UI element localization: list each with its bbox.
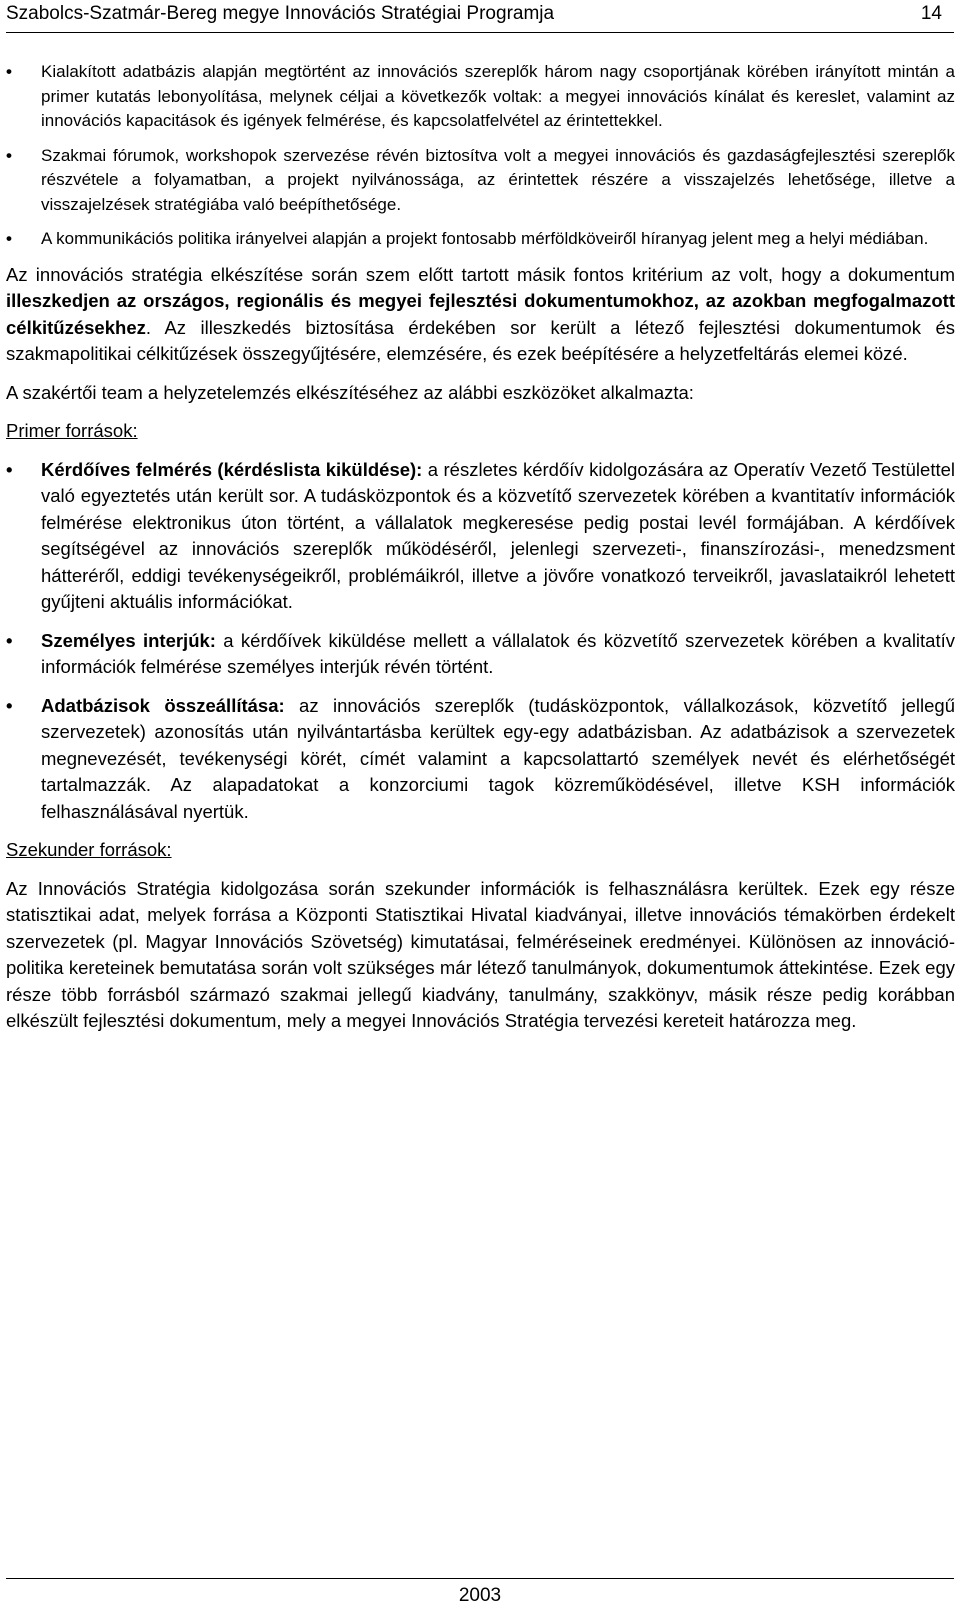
list-item-term: Személyes interjúk: [41, 629, 216, 651]
page-content [6, 60, 955, 1035]
list-item [6, 144, 955, 218]
page-header [6, 0, 954, 33]
list-item-text: Kialakított adatbázis alapján megtörtént az innovációs szereplők három nagy csoportjának körében irányított mintán a primer kutatás lebonyolítása, melynek céljai a következők voltak: a megyei innovációs kínálat és kereslet, valamint az innovációs kapacitások és igények felmérése, és kapcsolatfelvétel az érintettekkel. [41, 62, 955, 130]
top-bullet-list [6, 60, 955, 252]
page-footer [6, 1578, 954, 1613]
list-item-text: az innovációs szereplők (tudásközpontok, vállalkozások, közvetítő jellegű szervezetek) azonosítás után nyilvántartásba kerültek egy-egy adatbázisban. Az adatbázisok a szervezetek megnevezését, tevékenységi körét, címét valamint a kapcsolattartó személyek nevét és elérhetőségét tartalmazzák. Az alapadatokat a konzorciumi tagok közreműködésével, illetve KSH információk felhasználásával nyertük. [41, 694, 956, 822]
bullet-icon: • [6, 458, 13, 480]
list-item-text: a kérdőívek kiküldése mellett a vállalatok és közvetítő szervezetek körében a kvalitatív információk felmérése személyes interjúk révén történt. [41, 629, 955, 677]
list-item-term: Kérdőíves felmérés (kérdéslista kiküldése): [41, 458, 423, 480]
bullet-icon: • [6, 229, 12, 248]
secondary-sources-heading: Szekunder források: [6, 839, 172, 860]
bullet-icon: • [6, 694, 13, 716]
primary-sources-list [6, 457, 955, 826]
criteria-text-start: Az innovációs stratégia elkészítése során szem előtt tartott másik fontos kritérium az volt, hogy a dokumentum [6, 263, 955, 285]
footer-year: 2003 [458, 1585, 502, 1606]
page-number: 14 [920, 3, 942, 24]
list-item-term: Adatbázisok összeállítása: [41, 694, 285, 716]
list-item [6, 628, 955, 681]
list-item [6, 457, 955, 616]
list-item-text: Szakmai fórumok, workshopok szervezése révén biztosítva volt a megyei innovációs és gazdaságfejlesztési szereplők részvétele a folyamatban, a projekt nyilvánossága, az érintettek részére a visszajelzés lehetősége, illetve a visszajelzések stratégiába való beépíthetősége. [41, 145, 955, 214]
list-item [6, 60, 955, 134]
secondary-sources-paragraph: Az Innovációs Stratégia kidolgozása során szekunder információk is felhasználásra kerültek. Ezek egy része statisztikai adat, melyek forrása a Központi Statisztikai Hivatal kiadványai, illetve innovációs témakörben érdekelt szervezetek (pl. Magyar Innovációs Szövetség) kimutatásai, felméréseinek eredményei. Különösen az innováció-politika kereteinek bemutatása során volt szükséges már létező tanulmányok, dokumentumok áttekintése. Ezek egy része több forrásból származó szakmai jellegű kiadvány, tanulmány, szakkönyv, másik része pedig korábban elkészült fejlesztési dokumentum, mely a megyei Innovációs Stratégia tervezési kereteit határozza meg. [6, 877, 955, 1031]
header-title: Szabolcs-Szatmár-Bereg megye Innovációs Stratégiai Programja [6, 3, 555, 24]
criteria-paragraph [6, 262, 955, 368]
tools-intro: A szakértői team a helyzetelemzés elkészítéséhez az alábbi eszközöket alkalmazta: [6, 381, 694, 403]
list-item [6, 227, 955, 252]
criteria-text-end: . Az illeszkedés biztosítása érdekében sor került a létező fejlesztési dokumentumok és szakmapolitikai célkitűzések összegyűjtésére, elemzésére, és ezek beépítésére a helyzetfeltárás elemei közé. [6, 316, 955, 364]
primary-sources-heading: Primer források: [6, 420, 138, 441]
list-item-text: a részletes kérdőív kidolgozására az Operatív Vezető Testülettel való egyeztetés után került sor. A tudásközpontok és a közvetítő szervezetek körében a kvantitatív információk felmérése elektronikus úton történt, a vállalatok megkeresése pedig postai levél formájában. A kérdőívek segítségével az innovációs szereplők működéséről, jelenlegi szervezeti-, finanszírozási-, menedzsment hátteréről, eddigi tevékenységeikről, problémáikról, illetve a jövőre vonatkozó terveikről, javaslataikról lehetett gyűjteni aktuális információkat. [41, 458, 955, 612]
bullet-icon: • [6, 629, 13, 651]
list-item-text: A kommunikációs politika irányelvei alapján a projekt fontosabb mérföldköveiről híranyag jelent meg a helyi médiában. [41, 229, 929, 248]
bullet-icon: • [6, 145, 12, 165]
criteria-bold-text: illeszkedjen az országos, regionális és megyei fejlesztési dokumentumokhoz, az azokban megfogalmazott célkitűzésekhez [6, 290, 955, 338]
list-item [6, 693, 955, 826]
bullet-icon: • [6, 62, 12, 81]
